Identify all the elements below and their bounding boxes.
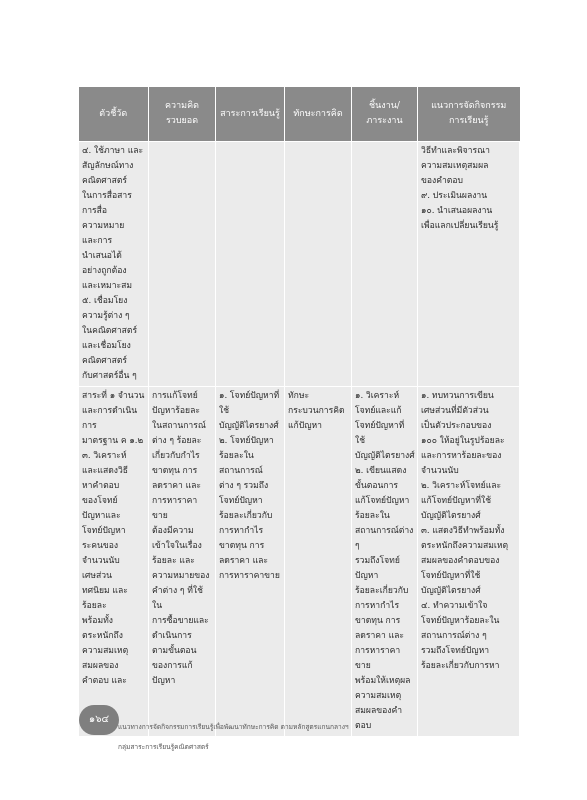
curriculum-table (78, 87, 520, 737)
cell-concept (149, 142, 216, 387)
header-workpiece: ชิ้นงาน/ ภาระงาน (352, 87, 418, 142)
table-header-row (79, 87, 520, 142)
footer-line-1: แนวทางการจัดกิจกรรมการเรียนรู้เพื่อพัฒนาทักษะการคิด ตามหลักสูตรแกนกลางฯ (118, 723, 349, 731)
cell-content (216, 142, 285, 387)
cell-thinking-skill (285, 142, 352, 387)
page-number-badge: ๑๖๔ (79, 705, 119, 735)
table-row (79, 387, 520, 737)
header-activities: แนวการจัดกิจกรรม การเรียนรู้ (418, 87, 520, 142)
footer-line-2: กลุ่มสาระการเรียนรู้คณิตศาสตร์ (118, 743, 209, 751)
cell-activities: วิธีทำและพิจารณา ความสมเหตุสมผล ของคำตอบ ๙. ประเมินผลงาน ๑๐. นำเสนอผลงาน เพื่อแลกเปลี่ยนเรียนรู้ (418, 142, 520, 387)
table-row (79, 142, 520, 387)
header-thinking-skill: ทักษะการคิด (285, 87, 352, 142)
cell-indicator: ๔. ใช้ภาษา และ สัญลักษณ์ทาง คณิตศาสตร์ ในการสื่อสาร การสื่อ ความหมาย และการ นำเสนอได้ อย่างถูกต้อง และเหมาะสม ๕. เชื่อมโยง ความรู้ต่าง ๆ ในคณิตศาสตร์ และเชื่อมโยง คณิตศาสตร์ กับศาสตร์อื่น ๆ (79, 142, 149, 387)
cell-concept: การแก้โจทย์ ปัญหาร้อยละ ในสถานการณ์ ต่าง ๆ ร้อยละ เกี่ยวกับกำไร ขาดทุน การ ลดราคา และ การหาราคาขาย ต้องมีความ เข้าใจในเรื่อง ร้อยละ และ ความหมายของ คำต่าง ๆ ที่ใช้ใน การซื้อขายและ ดำเนินการ ตามขั้นตอน ของการแก้ปัญหา (149, 387, 216, 737)
header-content: สาระการเรียนรู้ (216, 87, 285, 142)
header-concept: ความคิด รวบยอด (149, 87, 216, 142)
cell-indicator: สาระที่ ๑ จำนวน และการดำเนินการ มาตรฐาน ค ๑.๒ ๓. วิเคราะห์ และแสดงวิธี หาคำตอบ ของโจทย์ ปัญหาและ โจทย์ปัญหา ระคนของ จำนวนนับ เศษส่วน ทศนิยม และ ร้อยละ พร้อมทั้ง ตระหนักถึง ความสมเหตุ สมผลของ คำตอบ และ (79, 387, 149, 737)
cell-content: ๑. โจทย์ปัญหาที่ ใช้บัญญัติไตรยางศ์ ๒. โจทย์ปัญหา ร้อยละในสถานการณ์ ต่าง ๆ รวมถึง โจทย์ปัญหา ร้อยละเกี่ยวกับ การหากำไร ขาดทุน การ ลดราคา และ การหาราคาขาย (216, 387, 285, 737)
cell-workpiece (352, 142, 418, 387)
footer-caption (118, 712, 378, 762)
cell-workpiece: ๑. วิเคราะห์ โจทย์และแก้ โจทย์ปัญหาที่ใช้ บัญญัติไตรยางศ์ ๒. เขียนแสดง ขั้นตอนการ แก้โจทย์ปัญหา ร้อยละใน สถานการณ์ต่าง ๆ รวมถึงโจทย์ปัญหา ร้อยละเกี่ยวกับ การหากำไร ขาดทุน การ ลดราคา และ การหาราคาขาย พร้อมให้เหตุผล ความสมเหตุ สมผลของคำตอบ (352, 387, 418, 737)
cell-thinking-skill: ทักษะ กระบวนการคิด แก้ปัญหา (285, 387, 352, 737)
cell-activities: ๑. ทบทวนการเขียน เศษส่วนที่มีตัวส่วน เป็นตัวประกอบของ ๑๐๐ ให้อยู่ในรูปร้อยละ และการหาร้อยละของ จำนวนนับ ๒. วิเคราะห์โจทย์และ แก้โจทย์ปัญหาที่ใช้ บัญญัติไตรยางศ์ ๓. แสดงวิธีทำพร้อมทั้ง ตระหนักถึงความสมเหตุ สมผลของคำตอบของ โจทย์ปัญหาที่ใช้ บัญญัติไตรยางศ์ ๔. ทำความเข้าใจ โจทย์ปัญหาร้อยละใน สถานการณ์ต่าง ๆ รวมถึงโจทย์ปัญหา ร้อยละเกี่ยวกับการหา (418, 387, 520, 737)
header-indicator: ตัวชี้วัด (79, 87, 149, 142)
